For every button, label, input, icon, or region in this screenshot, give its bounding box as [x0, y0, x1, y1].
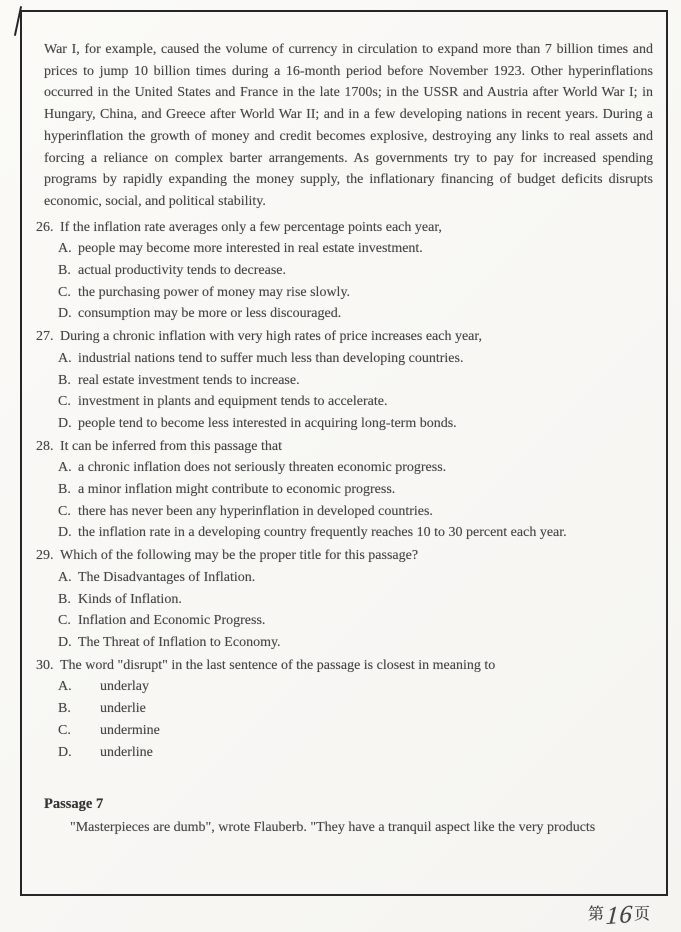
option-label: D.	[58, 415, 72, 431]
option-label: D.	[58, 744, 72, 760]
question-stem-text: During a chronic inflation with very high rates of price increases each year,	[60, 329, 482, 345]
option-text: The Disadvantages of Inflation.	[78, 569, 256, 585]
option-row	[36, 676, 653, 698]
option-label: B.	[58, 263, 71, 279]
option-row	[36, 567, 653, 589]
option-label: A.	[58, 350, 72, 366]
option-row	[36, 457, 653, 479]
passage7-opening-line: "Masterpieces are dumb", wrote Flauberb. "They have a tranquil aspect like the very products	[70, 820, 596, 836]
question-number: 29.	[36, 548, 54, 564]
option-text: underline	[100, 744, 153, 760]
option-text: underlie	[100, 701, 146, 717]
option-label: A.	[58, 569, 72, 585]
option-text: the purchasing power of money may rise slowly.	[78, 284, 351, 300]
option-text: consumption may be more or less discouraged.	[78, 306, 342, 322]
option-label: B.	[58, 372, 71, 388]
questions-section	[36, 217, 653, 764]
option-text: Kinds of Inflation.	[78, 591, 182, 607]
handwritten-page-number: 16	[605, 900, 634, 931]
option-row	[36, 238, 653, 260]
option-text: industrial nations tend to suffer much less than developing countries.	[78, 350, 464, 366]
passage7-heading: Passage 7	[44, 796, 104, 813]
option-text: there has never been any hyperinflation in developed countries.	[78, 503, 433, 519]
option-label: B.	[58, 591, 71, 607]
page-border-frame	[20, 10, 668, 896]
option-text: people may become more interested in real estate investment.	[78, 241, 423, 257]
option-row	[36, 370, 653, 392]
page-footer	[588, 901, 651, 930]
option-label: D.	[58, 634, 72, 650]
option-row	[36, 632, 653, 654]
question-number: 28.	[36, 438, 54, 454]
question-stem	[36, 545, 653, 567]
option-row	[36, 391, 653, 413]
option-label: D.	[58, 525, 72, 541]
option-text: a chronic inflation does not seriously threaten economic progress.	[78, 460, 447, 476]
option-row	[36, 348, 653, 370]
option-text: underlay	[100, 679, 149, 695]
option-row	[36, 742, 653, 764]
option-row	[36, 282, 653, 304]
option-text: investment in plants and equipment tends to accelerate.	[78, 394, 388, 410]
option-row	[36, 589, 653, 611]
option-row	[36, 720, 653, 742]
option-text: people tend to become less interested in acquiring long-term bonds.	[78, 415, 457, 431]
option-label: C.	[58, 284, 71, 300]
option-label: A.	[58, 679, 72, 695]
option-label: C.	[58, 722, 71, 738]
question-30	[36, 655, 653, 764]
option-text: a minor inflation might contribute to economic progress.	[78, 482, 396, 498]
option-text: undermine	[100, 722, 160, 738]
option-row	[36, 260, 653, 282]
question-stem-text: Which of the following may be the proper title for this passage?	[60, 548, 419, 564]
page-label-prefix: 第	[587, 906, 605, 923]
option-row	[36, 610, 653, 632]
option-text: Inflation and Economic Progress.	[78, 613, 266, 629]
question-stem	[36, 436, 653, 458]
option-label: A.	[58, 460, 72, 476]
option-text: The Threat of Inflation to Economy.	[78, 634, 281, 650]
passage6-continuation-paragraph: War I, for example, caused the volume of currency in circulation to expand more than 7 billion times and prices to jump 10 billion times during a 16-month period before November 1923. Other hyperinflations occurred in the United States and France in the late 1700s; in the USSR and Austria after World War I; in Hungary, China, and Greece after World War II; and in a few developing nations in recent years. During a hyperinflation the growth of money and credit becomes explosive, destroying any links to real assets and forcing a reliance on complex barter arrangements. As governments try to pay for increased spending programs by rapidly expanding the money supply, the inflationary financing of budget deficits disrupts economic, social, and political stability.	[44, 42, 653, 209]
option-text: real estate investment tends to increase.	[78, 372, 300, 388]
option-label: C.	[58, 613, 71, 629]
question-number: 30.	[36, 657, 54, 673]
option-label: C.	[58, 394, 71, 410]
question-28	[36, 436, 653, 545]
question-stem-text: It can be inferred from this passage that	[60, 438, 282, 454]
option-text: the inflation rate in a developing country frequently reaches 10 to 30 percent each year.	[78, 525, 567, 541]
question-stem-text: The word "disrupt" in the last sentence of the passage is closest in meaning to	[60, 657, 496, 673]
question-stem	[36, 217, 653, 239]
option-label: B.	[58, 701, 71, 717]
page-label-suffix: 页	[633, 906, 651, 923]
question-26	[36, 217, 653, 326]
question-number: 26.	[36, 219, 54, 235]
option-row	[36, 501, 653, 523]
option-row	[36, 698, 653, 720]
question-number: 27.	[36, 329, 54, 345]
question-stem	[36, 655, 653, 677]
option-label: C.	[58, 503, 71, 519]
option-label: A.	[58, 241, 72, 257]
option-row	[36, 303, 653, 325]
option-row	[36, 479, 653, 501]
question-stem	[36, 326, 653, 348]
question-29	[36, 545, 653, 654]
option-row	[36, 413, 653, 435]
option-text: actual productivity tends to decrease.	[78, 263, 286, 279]
option-row	[36, 522, 653, 544]
option-label: D.	[58, 306, 72, 322]
question-27	[36, 326, 653, 435]
question-stem-text: If the inflation rate averages only a few percentage points each year,	[60, 219, 442, 235]
option-label: B.	[58, 482, 71, 498]
